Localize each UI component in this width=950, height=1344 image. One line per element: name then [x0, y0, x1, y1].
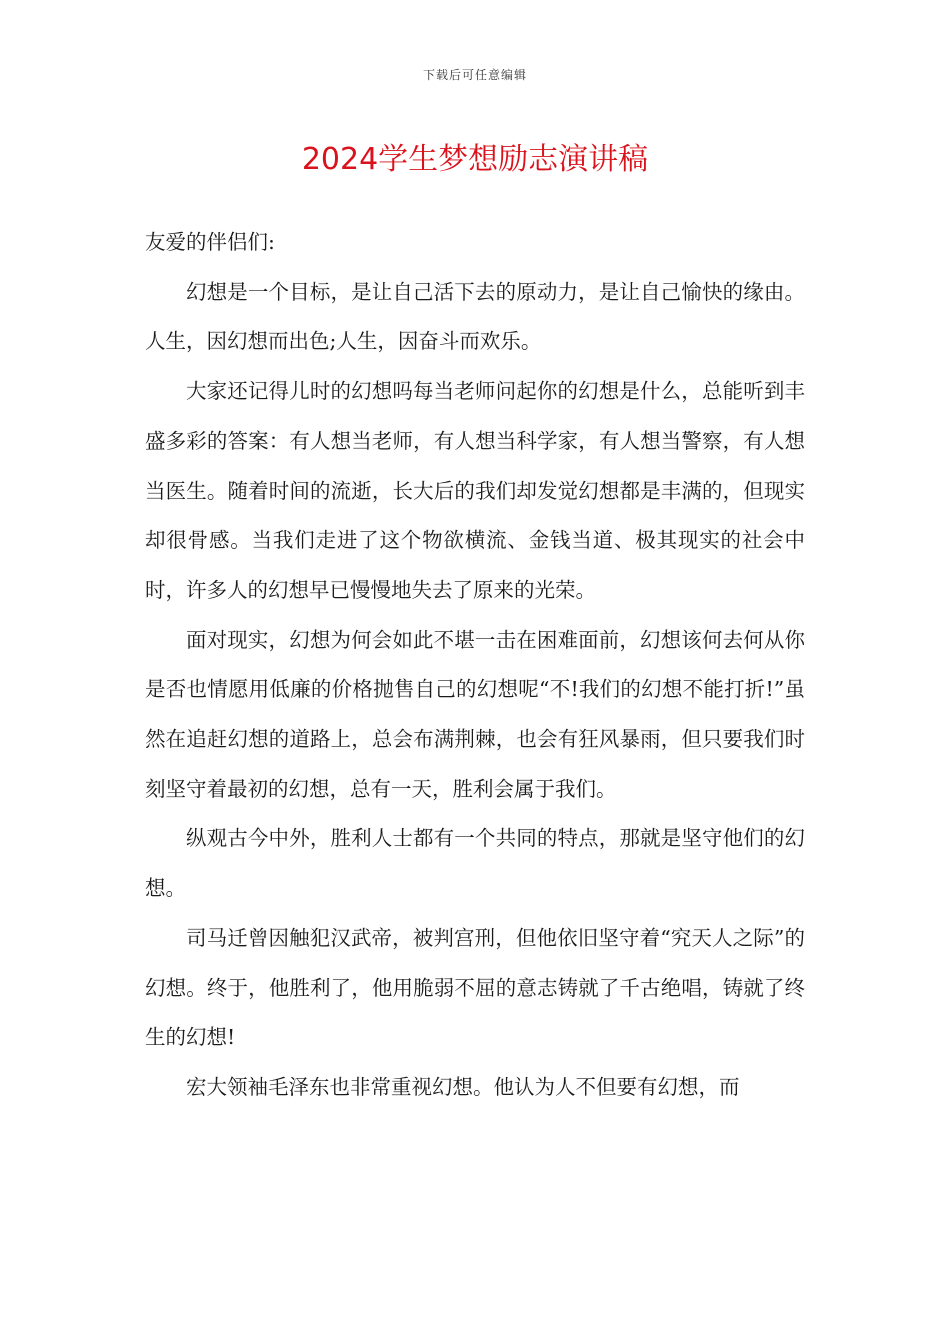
- paragraph: 纵观古今中外，胜利人士都有一个共同的特点，那就是坚守他们的幻想。: [145, 826, 805, 901]
- salutation: 友爱的伴侣们:: [145, 230, 275, 254]
- paragraph: 面对现实，幻想为何会如此不堪一击在困难面前，幻想该何去何从你是否也情愿用低廉的价格抛售自己的幻想呢“不!我们的幻想不能打折!”虽然在追赶幻想的道路上，总会布满荆棘，也会有狂风暴雨，但只要我们时刻坚守着最初的幻想，总有一天，胜利会属于我们。: [145, 627, 805, 801]
- paragraph: 幻想是一个目标，是让自己活下去的原动力，是让自己愉快的缘由。人生，因幻想而出色;人生，因奋斗而欢乐。: [145, 279, 805, 354]
- document-body: [145, 218, 805, 1113]
- paragraph: 宏大领袖毛泽东也非常重视幻想。他认为人不但要有幻想，而: [186, 1074, 740, 1099]
- header-note: 下载后可任意编辑: [422, 68, 527, 82]
- paragraph: 大家还记得儿时的幻想吗每当老师问起你的幻想是什么，总能听到丰盛多彩的答案：有人想当老师，有人想当科学家，有人想当警察，有人想当医生。随着时间的流逝，长大后的我们却发觉幻想都是丰满的，但现实却很骨感。当我们走进了这个物欲横流、金钱当道、极其现实的社会中时，许多人的幻想早已慢慢地失去了原来的光荣。: [145, 379, 805, 602]
- document-title: 2024学生梦想励志演讲稿: [301, 142, 649, 177]
- paragraph: 司马迁曾因触犯汉武帝，被判宫刑，但他依旧坚守着“究天人之际”的幻想。终于，他胜利了，他用脆弱不屈的意志铸就了千古绝唱，铸就了终生的幻想!: [145, 925, 805, 1050]
